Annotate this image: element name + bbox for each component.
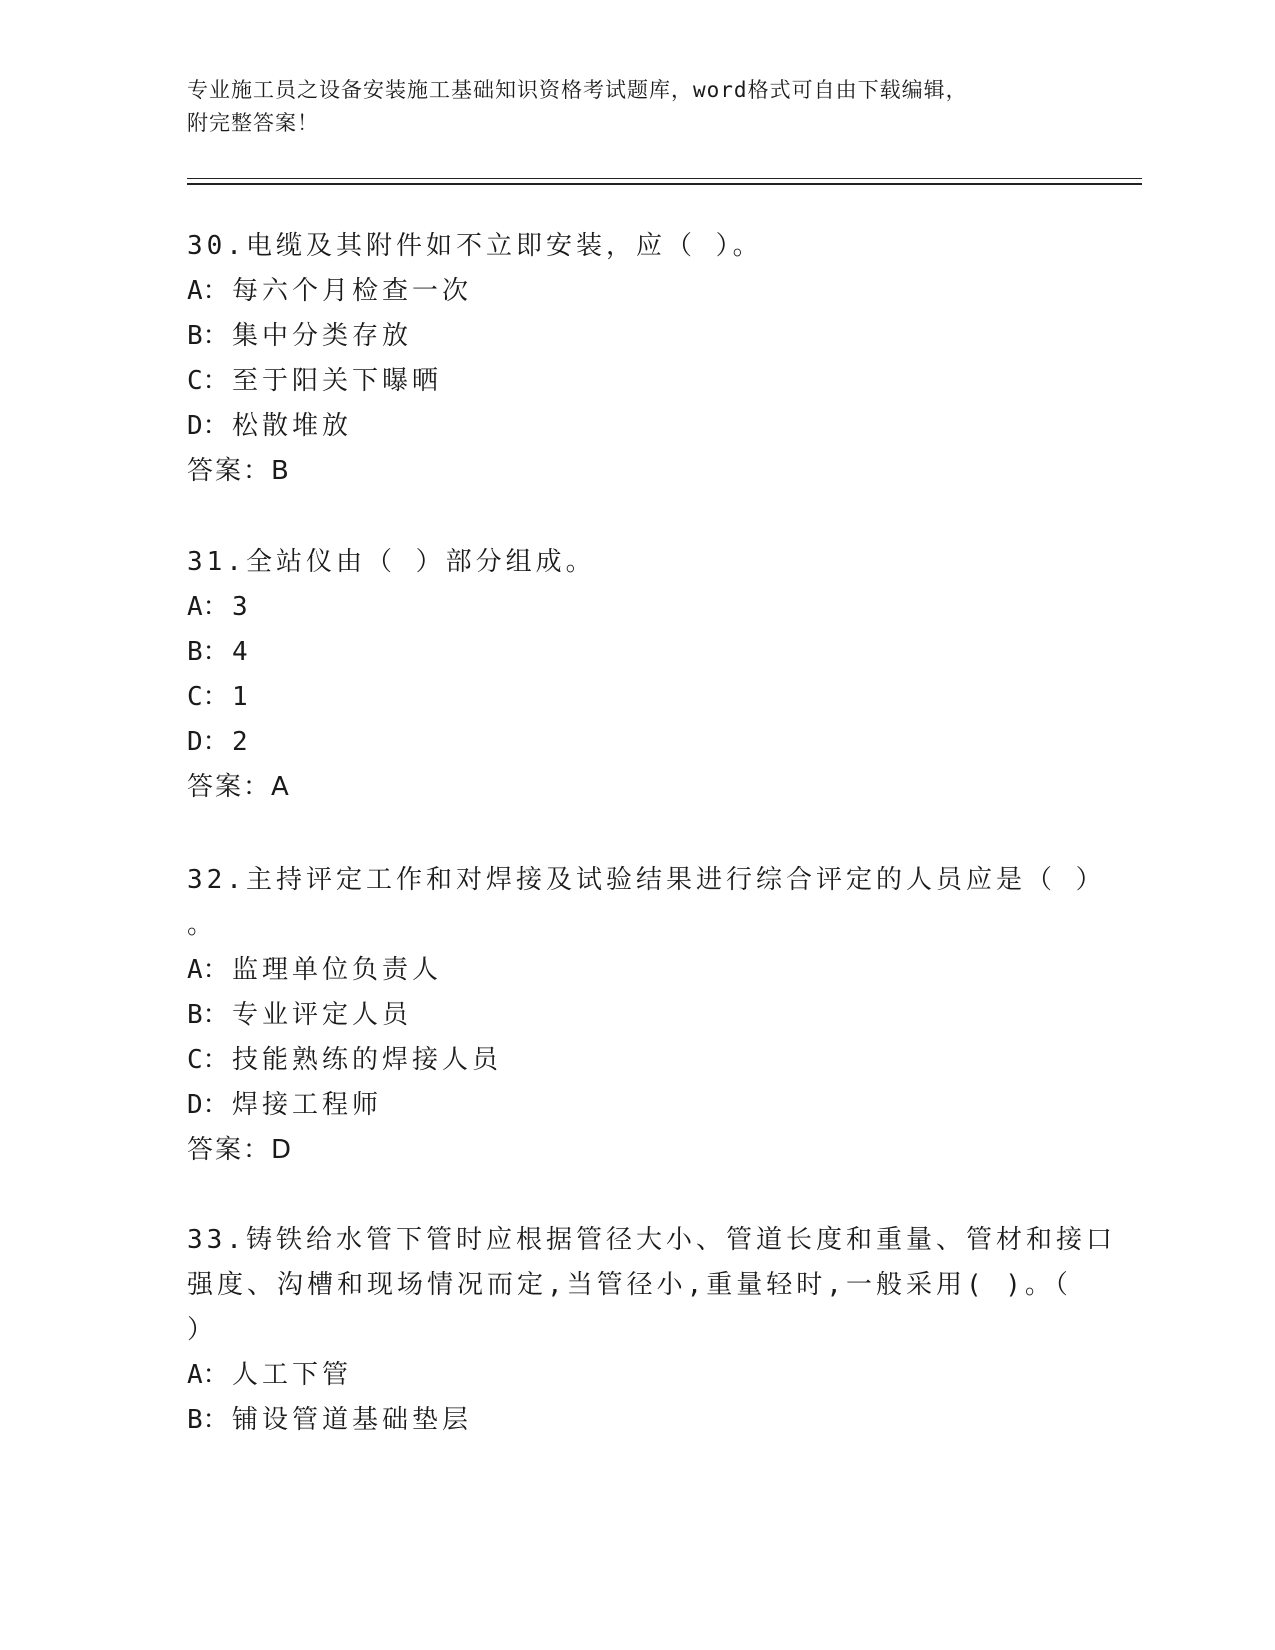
option-text: 松散堆放 [232,411,353,441]
option-text: 集中分类存放 [232,321,413,351]
answer-line: 答案：A [187,772,291,802]
option-label: D： [187,1090,229,1120]
question-stem: 31.全站仪由（ ）部分组成。 [187,547,596,577]
question-stem-cont: 强度、沟槽和现场情况而定,当管径小,重量轻时,一般采用( )。（ [187,1270,1072,1300]
option-text: 技能熟练的焊接人员 [232,1045,503,1075]
question-stem-cont: 。 [187,910,218,940]
option-b [187,993,1087,1038]
option-label: D： [187,411,229,441]
header-line-1: 专业施工员之设备安装施工基础知识资格考试题库，word格式可自由下载编辑， [187,78,968,102]
option-label: C： [187,682,229,712]
option-label: A： [187,955,229,985]
question-block [187,858,1106,1173]
option-text: 人工下管 [232,1360,353,1390]
option-text: 专业评定人员 [232,1000,413,1030]
option-text: 至于阳关下曝晒 [232,366,443,396]
option-c [187,359,1087,404]
option-label: B： [187,321,229,351]
option-label: B： [187,1405,229,1435]
option-text: 4 [232,637,252,667]
option-label: B： [187,1000,229,1030]
option-a [187,1353,1087,1398]
header-divider-thin [187,178,1142,179]
option-a [187,585,1087,630]
option-a [187,269,1087,314]
answer-line: 答案：D [187,1135,294,1165]
option-text: 监理单位负责人 [232,955,443,985]
option-label: A： [187,1360,229,1390]
question-stem: 33.铸铁给水管下管时应根据管径大小、管道长度和重量、管材和接口 [187,1225,1116,1255]
option-text: 每六个月检查一次 [232,276,473,306]
answer-line: 答案：B [187,456,291,486]
option-label: A： [187,592,229,622]
option-label: B： [187,637,229,667]
document-header [187,74,1087,140]
option-d [187,404,1087,449]
option-text: 1 [232,682,252,712]
option-text: 铺设管道基础垫层 [232,1405,473,1435]
question-block [187,224,1087,494]
question-stem-cont: ） [187,1315,218,1345]
option-text: 2 [232,727,252,757]
option-d [187,1083,1087,1128]
option-text: 3 [232,592,252,622]
option-c [187,1038,1087,1083]
option-d [187,720,1087,765]
option-c [187,675,1087,720]
option-a [187,948,1087,993]
question-stem: 32.主持评定工作和对焊接及试验结果进行综合评定的人员应是（ ） [187,865,1106,895]
header-line-2: 附完整答案！ [187,111,319,135]
option-label: D： [187,727,229,757]
option-label: C： [187,1045,229,1075]
question-stem: 30.电缆及其附件如不立即安装，应（ ）。 [187,231,763,261]
option-b [187,630,1087,675]
option-label: C： [187,366,229,396]
header-divider-thick [187,183,1142,185]
option-label: A： [187,276,229,306]
option-b [187,314,1087,359]
question-block [187,1218,1116,1443]
option-b [187,1398,1087,1443]
question-block [187,540,1087,810]
option-text: 焊接工程师 [232,1090,383,1120]
